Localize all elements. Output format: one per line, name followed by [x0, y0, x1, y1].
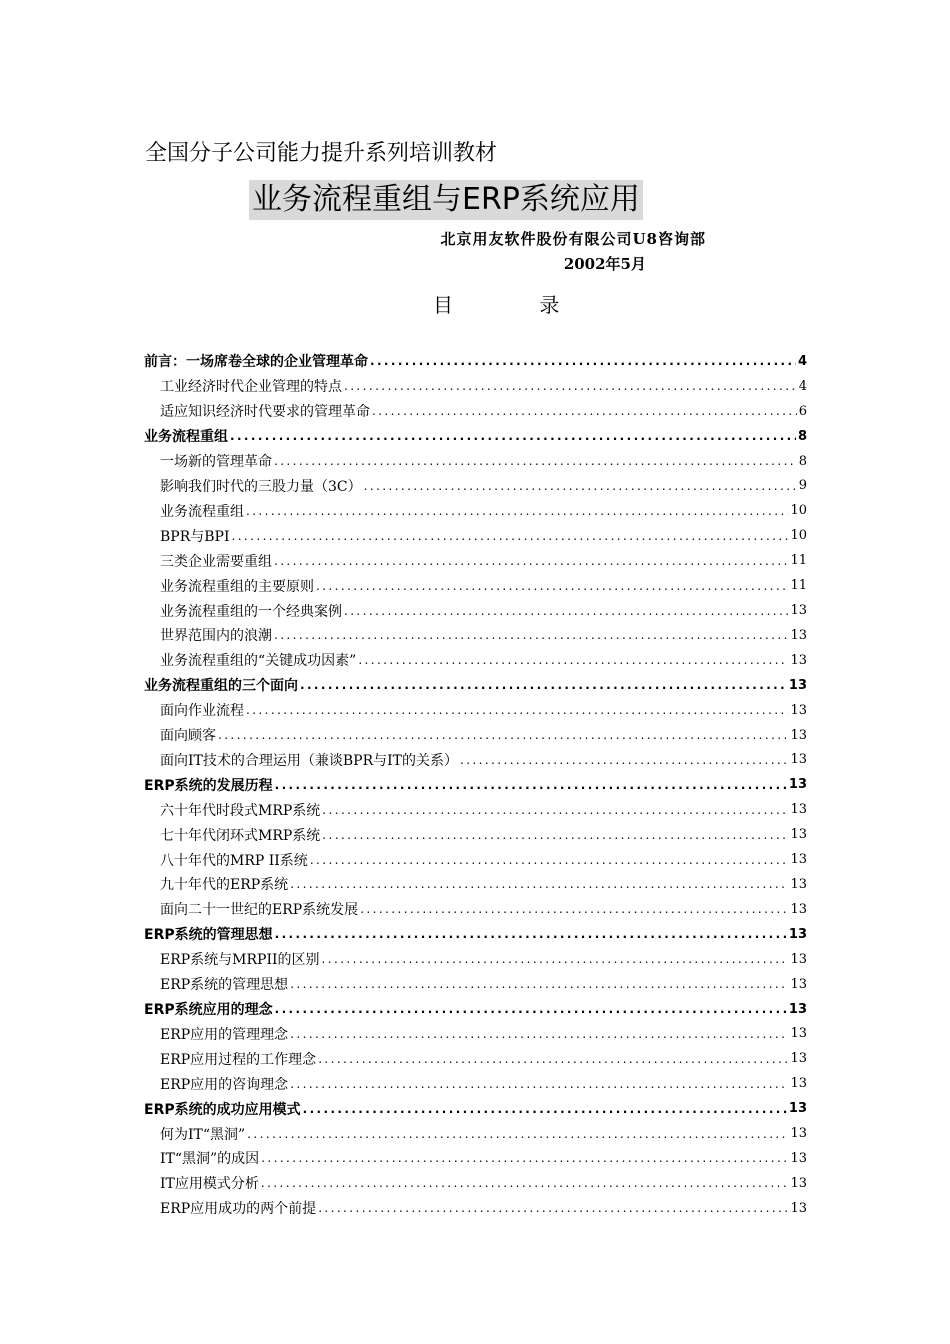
- toc-page-number: 13: [790, 1175, 807, 1191]
- document-title-highlight: [249, 180, 643, 220]
- toc-dot-leader: [310, 853, 789, 867]
- toc-dot-leader: [290, 1027, 788, 1041]
- toc-page-number: 13: [790, 752, 807, 768]
- toc-dot-leader: [246, 703, 788, 717]
- toc-dot-leader: [372, 404, 797, 418]
- toc-page-number: 13: [790, 727, 807, 743]
- toc-chapter-entry[interactable]: [144, 1096, 807, 1121]
- toc-chapter-entry[interactable]: [144, 922, 807, 947]
- toc-section-entry[interactable]: [144, 474, 807, 499]
- toc-entry-text: 世界范围内的浪潮: [160, 628, 272, 645]
- toc-chapter-entry[interactable]: [144, 424, 807, 449]
- toc-page-number: 13: [788, 777, 807, 793]
- series-title: 全国分子公司能力提升系列培训教材: [145, 141, 498, 166]
- toc-entry-text: 一场新的管理革命: [160, 454, 272, 471]
- toc-page-number: 11: [790, 578, 807, 594]
- toc-section-entry[interactable]: [144, 1121, 807, 1146]
- toc-section-entry[interactable]: [144, 573, 807, 598]
- toc-entry-text: ERP应用成功的两个前提: [160, 1201, 317, 1218]
- toc-section-entry[interactable]: [144, 1146, 807, 1171]
- toc-page-number: 13: [788, 677, 807, 693]
- toc-chapter-entry[interactable]: [144, 673, 807, 698]
- toc-entry-text: ERP系统的发展历程: [144, 777, 273, 794]
- toc-section-entry[interactable]: [144, 847, 807, 872]
- toc-page-number: 13: [790, 852, 807, 868]
- toc-entry-text: BPR与BPI: [160, 528, 230, 545]
- toc-section-entry[interactable]: [144, 598, 807, 623]
- toc-dot-leader: [318, 1201, 788, 1215]
- toc-page-number: 10: [790, 528, 807, 544]
- toc-section-entry[interactable]: [144, 399, 807, 424]
- toc-chapter-entry[interactable]: [144, 772, 807, 797]
- toc-page-number: 13: [790, 976, 807, 992]
- toc-section-entry[interactable]: [144, 897, 807, 922]
- toc-section-entry[interactable]: [144, 623, 807, 648]
- toc-entry-text: ERP系统应用的理念: [144, 1002, 273, 1019]
- toc-page-number: 13: [790, 1076, 807, 1092]
- toc-page-number: 13: [788, 926, 807, 942]
- toc-page-number: 11: [790, 553, 807, 569]
- toc-entry-text: 业务流程重组的“关键成功因素”: [160, 653, 357, 670]
- toc-page-number: 13: [790, 702, 807, 718]
- toc-entry-text: ERP系统的成功应用模式: [144, 1101, 301, 1118]
- toc-dot-leader: [322, 952, 789, 966]
- toc-entry-text: ERP系统与MRPII的区别: [160, 952, 320, 969]
- toc-section-entry[interactable]: [144, 698, 807, 723]
- toc-dot-leader: [274, 454, 797, 468]
- toc-page-number: 13: [790, 603, 807, 619]
- toc-entry-text: ERP系统的管理思想: [160, 977, 289, 994]
- toc-page-number: 13: [790, 1150, 807, 1166]
- toc-section-entry[interactable]: [144, 947, 807, 972]
- toc-dot-leader: [230, 429, 796, 443]
- toc-page-number: 13: [788, 1101, 807, 1117]
- toc-dot-leader: [360, 902, 788, 916]
- toc-entry-text: 业务流程重组: [144, 429, 228, 446]
- toc-section-entry[interactable]: [144, 1021, 807, 1046]
- publish-date: 2002年5月: [563, 255, 646, 273]
- toc-page-number: 9: [798, 478, 807, 494]
- toc-dot-leader: [218, 728, 788, 742]
- toc-page-number: 13: [790, 901, 807, 917]
- toc-section-entry[interactable]: [144, 1071, 807, 1096]
- toc-dot-leader: [290, 1077, 788, 1091]
- toc-dot-leader: [247, 1127, 788, 1141]
- toc-entry-text: 业务流程重组的三个面向: [144, 678, 298, 695]
- toc-entry-text: IT“黑洞”的成因: [160, 1151, 260, 1168]
- toc-section-entry[interactable]: [144, 723, 807, 748]
- toc-page-number: 13: [790, 1126, 807, 1142]
- toc-dot-leader: [275, 778, 787, 792]
- document-title: 业务流程重组与ERP系统应用: [252, 182, 640, 217]
- toc-dot-leader: [358, 653, 788, 667]
- toc-entry-text: 九十年代的ERP系统: [160, 877, 289, 894]
- toc-page-number: 13: [790, 652, 807, 668]
- toc-page-number: 13: [790, 627, 807, 643]
- toc-entry-text: ERP应用的咨询理念: [160, 1076, 289, 1093]
- toc-dot-leader: [322, 828, 788, 842]
- toc-dot-leader: [274, 628, 788, 642]
- toc-dot-leader: [370, 354, 796, 368]
- toc-page-number: 13: [790, 951, 807, 967]
- toc-section-entry[interactable]: [144, 548, 807, 573]
- toc-entry-text: 面向IT技术的合理运用（兼谈BPR与IT的关系）: [160, 752, 458, 769]
- company-name: 北京用友软件股份有限公司U8咨询部: [440, 230, 706, 248]
- toc-entry-text: 前言：一场席卷全球的企业管理革命: [144, 354, 368, 371]
- toc-section-entry[interactable]: [144, 1196, 807, 1221]
- toc-page-number: 8: [797, 428, 807, 444]
- toc-entry-text: ERP应用过程的工作理念: [160, 1051, 317, 1068]
- toc-dot-leader: [261, 1151, 788, 1165]
- toc-entry-text: 八十年代的MRP II系统: [160, 852, 308, 869]
- toc-page-number: 4: [797, 353, 807, 369]
- toc-section-entry[interactable]: [144, 872, 807, 897]
- toc-page-number: 13: [790, 802, 807, 818]
- toc-entry-text: 六十年代时段式MRP系统: [160, 802, 321, 819]
- toc-page-number: 8: [798, 453, 807, 469]
- toc-section-entry[interactable]: [144, 498, 807, 523]
- toc-dot-leader: [344, 379, 797, 393]
- toc-dot-leader: [316, 579, 788, 593]
- toc-page-number: 13: [790, 827, 807, 843]
- toc-entry-text: ERP系统的管理思想: [144, 927, 273, 944]
- toc-entry-text: 业务流程重组的一个经典案例: [160, 603, 342, 620]
- toc-dot-leader: [261, 1176, 789, 1190]
- toc-section-entry[interactable]: [144, 822, 807, 847]
- toc-dot-leader: [460, 753, 788, 767]
- toc-entry-text: 三类企业需要重组: [160, 553, 272, 570]
- toc-dot-leader: [344, 604, 788, 618]
- toc-entry-text: 七十年代闭环式MRP系统: [160, 827, 321, 844]
- toc-section-entry[interactable]: [144, 797, 807, 822]
- toc-page-number: 13: [790, 1200, 807, 1216]
- toc-heading: 目 录: [433, 293, 600, 317]
- toc-section-entry[interactable]: [144, 1046, 807, 1071]
- toc-dot-leader: [246, 504, 788, 518]
- toc-entry-text: IT应用模式分析: [160, 1176, 259, 1193]
- toc-entry-text: 面向二十一世纪的ERP系统发展: [160, 902, 359, 919]
- toc-dot-leader: [275, 1002, 787, 1016]
- toc-dot-leader: [274, 554, 788, 568]
- toc-dot-leader: [303, 1102, 787, 1116]
- toc-entry-text: 面向顾客: [160, 728, 216, 745]
- toc-section-entry[interactable]: [144, 972, 807, 997]
- toc-dot-leader: [275, 927, 787, 941]
- toc-section-entry[interactable]: [144, 748, 807, 773]
- toc-entry-text: 面向作业流程: [160, 703, 244, 720]
- toc-chapter-entry[interactable]: [144, 997, 807, 1022]
- toc-page-number: 13: [790, 876, 807, 892]
- toc-section-entry[interactable]: [144, 523, 807, 548]
- toc-dot-leader: [364, 479, 797, 493]
- toc-entry-text: 影响我们时代的三股力量（3C）: [160, 478, 362, 495]
- toc-chapter-entry[interactable]: [144, 349, 807, 374]
- toc-page-number: 13: [790, 1051, 807, 1067]
- toc-dot-leader: [290, 877, 788, 891]
- toc-page-number: 6: [798, 403, 807, 419]
- toc-page-number: 10: [790, 503, 807, 519]
- table-of-contents: [144, 349, 807, 1221]
- toc-entry-text: ERP应用的管理理念: [160, 1026, 289, 1043]
- toc-entry-text: 适应知识经济时代要求的管理革命: [160, 404, 370, 421]
- toc-dot-leader: [318, 1052, 788, 1066]
- toc-dot-leader: [290, 977, 788, 991]
- toc-entry-text: 何为IT“黑洞”: [160, 1126, 246, 1143]
- toc-section-entry[interactable]: [144, 1171, 807, 1196]
- toc-dot-leader: [322, 803, 788, 817]
- toc-dot-leader: [300, 678, 787, 692]
- toc-section-entry[interactable]: [144, 449, 807, 474]
- toc-page-number: 13: [788, 1001, 807, 1017]
- toc-dot-leader: [232, 529, 789, 543]
- toc-entry-text: 业务流程重组的主要原则: [160, 578, 314, 595]
- toc-page-number: 4: [798, 378, 807, 394]
- toc-section-entry[interactable]: [144, 374, 807, 399]
- toc-section-entry[interactable]: [144, 648, 807, 673]
- toc-page-number: 13: [790, 1026, 807, 1042]
- toc-entry-text: 业务流程重组: [160, 503, 244, 520]
- toc-entry-text: 工业经济时代企业管理的特点: [160, 379, 342, 396]
